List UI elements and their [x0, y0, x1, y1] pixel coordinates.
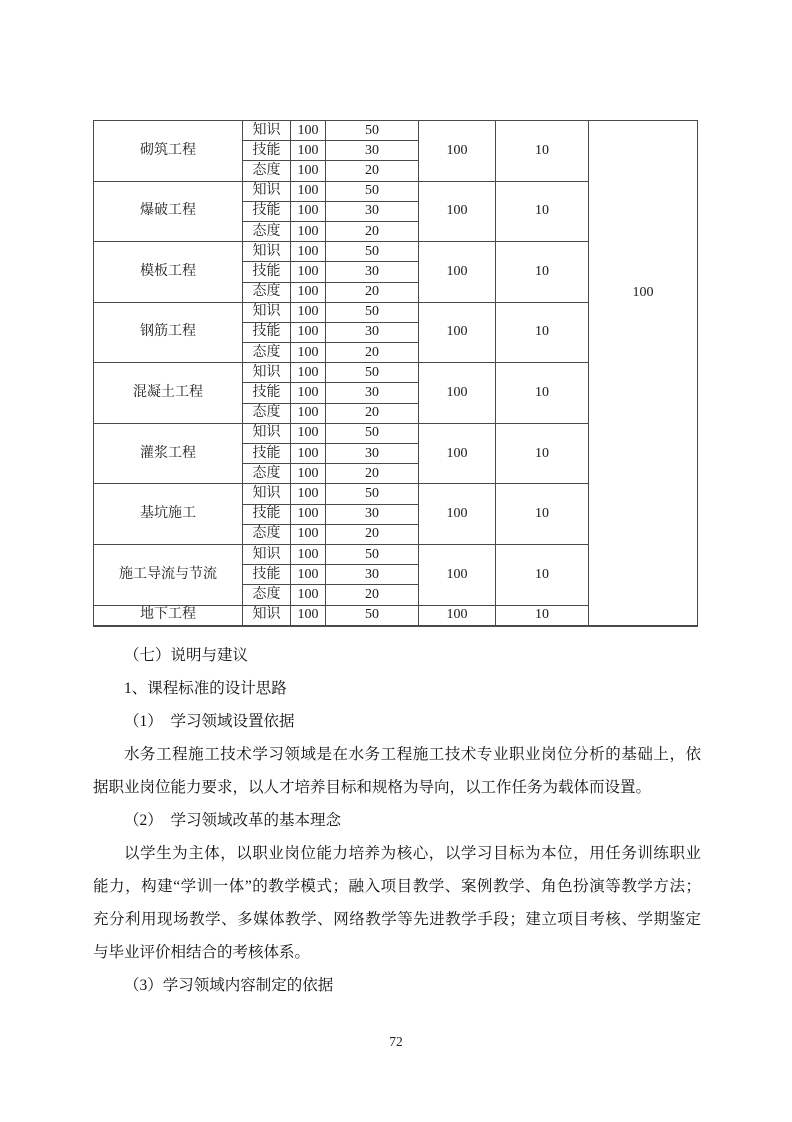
score-cell: 100 [291, 262, 326, 282]
aspect-cell: 态度 [243, 524, 291, 544]
score-cell: 100 [291, 403, 326, 423]
score-cell: 100 [291, 504, 326, 524]
weight-cell: 20 [326, 343, 419, 363]
aspect-cell: 技能 [243, 504, 291, 524]
aspect-cell: 态度 [243, 282, 291, 302]
aspect-cell: 知识 [243, 363, 291, 383]
row-group-name-cell: 地下工程 [94, 605, 243, 626]
page-number: 72 [389, 1034, 403, 1049]
group-weight-cell: 10 [496, 605, 589, 626]
score-cell: 100 [291, 544, 326, 564]
weight-cell: 20 [326, 221, 419, 241]
group-total-cell: 100 [419, 302, 496, 363]
row-group-name-cell: 混凝土工程 [94, 363, 243, 424]
row-group-name-cell: 爆破工程 [94, 181, 243, 242]
weight-cell: 30 [326, 444, 419, 464]
text-line: 据职业岗位能力要求，以人才培养目标和规格为导向，以工作任务为载体而设置。 [93, 779, 652, 796]
group-weight-cell: 10 [496, 181, 589, 242]
weight-cell: 30 [326, 383, 419, 403]
score-cell: 100 [291, 363, 326, 383]
aspect-cell: 技能 [243, 262, 291, 282]
score-cell: 100 [291, 201, 326, 221]
weight-cell: 30 [326, 565, 419, 585]
score-cell: 100 [291, 444, 326, 464]
weight-cell: 50 [326, 302, 419, 322]
aspect-cell: 知识 [243, 242, 291, 262]
text-line: 充分利用现场教学、多媒体教学、网络教学等先进教学手段；建立项目考核、学期鉴定 [93, 911, 701, 928]
score-cell: 100 [291, 242, 326, 262]
aspect-cell: 技能 [243, 141, 291, 161]
score-cell: 100 [291, 383, 326, 403]
row-group-name-cell: 基坑施工 [94, 484, 243, 545]
aspect-cell: 技能 [243, 565, 291, 585]
group-weight-cell: 10 [496, 544, 589, 605]
score-cell: 100 [291, 161, 326, 181]
aspect-cell: 技能 [243, 201, 291, 221]
aspect-cell: 知识 [243, 423, 291, 443]
weight-cell: 30 [326, 504, 419, 524]
weight-cell: 30 [326, 262, 419, 282]
weight-cell: 30 [326, 141, 419, 161]
row-group-name-cell: 钢筋工程 [94, 302, 243, 363]
group-total-cell: 100 [419, 242, 496, 303]
aspect-cell: 知识 [243, 302, 291, 322]
text-line: （2） 学习领域改革的基本理念 [124, 812, 342, 829]
aspect-cell: 态度 [243, 464, 291, 484]
text-line: 水务工程施工技术学习领域是在水务工程施工技术专业职业岗位分析的基础上，依 [124, 746, 701, 763]
aspect-cell: 技能 [243, 444, 291, 464]
score-cell: 100 [291, 282, 326, 302]
weight-cell: 20 [326, 585, 419, 605]
table-row [94, 121, 698, 141]
row-group-name-cell: 灌浆工程 [94, 423, 243, 484]
body-text [93, 639, 701, 1002]
weight-cell: 50 [326, 423, 419, 443]
text-line: （1） 学习领域设置依据 [124, 713, 295, 730]
text-line: 与毕业评价相结合的考核体系。 [93, 944, 311, 961]
score-cell: 100 [291, 605, 326, 626]
weight-cell: 20 [326, 464, 419, 484]
aspect-cell: 态度 [243, 161, 291, 181]
group-weight-cell: 10 [496, 484, 589, 545]
text-line: 能力，构建“学训一体”的教学模式；融入项目教学、案例教学、角色扮演等教学方法； [93, 878, 701, 895]
score-cell: 100 [291, 484, 326, 504]
weight-cell: 30 [326, 201, 419, 221]
score-cell: 100 [291, 322, 326, 342]
score-cell: 100 [291, 585, 326, 605]
text-line: （七）说明与建议 [124, 647, 249, 664]
weight-cell: 30 [326, 322, 419, 342]
score-cell: 100 [291, 565, 326, 585]
score-cell: 100 [291, 141, 326, 161]
weight-cell: 20 [326, 524, 419, 544]
weight-cell: 50 [326, 181, 419, 201]
overall-total-cell [589, 121, 698, 627]
score-cell: 100 [291, 524, 326, 544]
group-total-cell: 100 [419, 484, 496, 545]
text-line: 以学生为主体，以职业岗位能力培养为核心，以学习目标为本位，用任务训练职业 [124, 845, 701, 862]
group-total-cell: 100 [419, 363, 496, 424]
weight-cell: 50 [326, 121, 419, 141]
text-line: 1、课程标准的设计思路 [124, 680, 287, 697]
text-line: （3）学习领域内容制定的依据 [124, 977, 334, 994]
score-cell: 100 [291, 221, 326, 241]
weight-cell: 20 [326, 282, 419, 302]
aspect-cell: 知识 [243, 484, 291, 504]
weight-cell: 20 [326, 161, 419, 181]
score-cell: 100 [291, 302, 326, 322]
score-table-body [94, 121, 698, 627]
overall-total-value: 100 [632, 285, 654, 300]
aspect-cell: 态度 [243, 403, 291, 423]
score-cell: 100 [291, 181, 326, 201]
score-cell: 100 [291, 343, 326, 363]
group-total-cell: 100 [419, 121, 496, 182]
aspect-cell: 知识 [243, 181, 291, 201]
weight-cell: 50 [326, 363, 419, 383]
row-group-name-cell: 砌筑工程 [94, 121, 243, 182]
aspect-cell: 态度 [243, 343, 291, 363]
weight-cell: 50 [326, 484, 419, 504]
group-weight-cell: 10 [496, 242, 589, 303]
group-weight-cell: 10 [496, 423, 589, 484]
aspect-cell: 态度 [243, 585, 291, 605]
aspect-cell: 知识 [243, 544, 291, 564]
weight-cell: 50 [326, 544, 419, 564]
group-total-cell: 100 [419, 605, 496, 626]
group-total-cell: 100 [419, 423, 496, 484]
group-weight-cell: 10 [496, 302, 589, 363]
group-total-cell: 100 [419, 544, 496, 605]
group-weight-cell: 10 [496, 363, 589, 424]
aspect-cell: 技能 [243, 383, 291, 403]
weight-cell: 50 [326, 242, 419, 262]
score-cell: 100 [291, 464, 326, 484]
aspect-cell: 态度 [243, 221, 291, 241]
aspect-cell: 技能 [243, 322, 291, 342]
assessment-score-table [93, 120, 698, 627]
aspect-cell: 知识 [243, 605, 291, 626]
row-group-name-cell: 施工导流与节流 [94, 544, 243, 605]
weight-cell: 50 [326, 605, 419, 626]
weight-cell: 20 [326, 403, 419, 423]
aspect-cell: 知识 [243, 121, 291, 141]
group-total-cell: 100 [419, 181, 496, 242]
score-cell: 100 [291, 423, 326, 443]
group-weight-cell: 10 [496, 121, 589, 182]
score-cell: 100 [291, 121, 326, 141]
row-group-name-cell: 模板工程 [94, 242, 243, 303]
